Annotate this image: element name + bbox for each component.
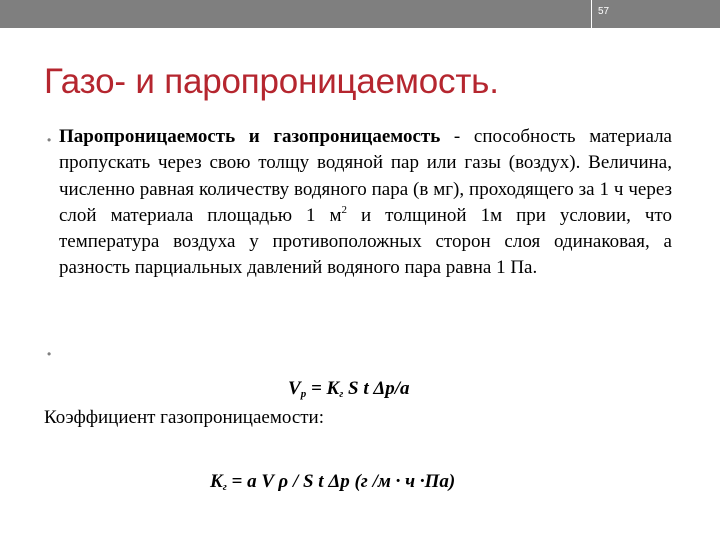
formula-var-v: V xyxy=(288,378,301,399)
formula2-units: (г /м · ч ·Па) xyxy=(354,471,456,492)
slide-header-bar xyxy=(0,0,720,28)
formula-gas-coefficient xyxy=(210,471,455,493)
formula-vapor-permeability xyxy=(288,378,410,400)
formula-part-k: = K xyxy=(306,378,340,399)
header-divider xyxy=(591,0,592,28)
slide-number: 57 xyxy=(598,6,610,17)
definition-text-end: и толщиной 1м при условии, что температура воздуха у противоположных сторон слоя одинаковая, а разность парциальных давлений водяного пара равна 1 Па. xyxy=(59,204,672,279)
formula-sub-g: г xyxy=(339,388,344,400)
formula-sub-r: р xyxy=(300,388,307,400)
formula2-expression: = a V ρ / S t Δp xyxy=(226,471,350,492)
formula2-sub-g: г xyxy=(222,481,227,493)
definition-text: - способность материала пропускать через свою толщу водяной пар или газы (воздух). Величина, численно равная количеству водяного пара (в мг), проходящего за 1 ч через слой материала площадью 1 м xyxy=(59,126,672,226)
coefficient-label: Коэффициент газопроницаемости: xyxy=(44,407,325,428)
bullet-marker: • xyxy=(47,133,52,147)
definition-term: Паропроницаемость и газопроницаемость xyxy=(59,126,441,147)
superscript-2: 2 xyxy=(341,203,348,216)
formula-part-rest: S t Δp/a xyxy=(343,378,410,399)
definition-paragraph xyxy=(59,124,672,282)
slide-title: Газо- и паропроницаемость. xyxy=(44,62,499,101)
bullet-marker-empty: • xyxy=(47,347,52,361)
formula2-var-k: K xyxy=(210,471,223,492)
